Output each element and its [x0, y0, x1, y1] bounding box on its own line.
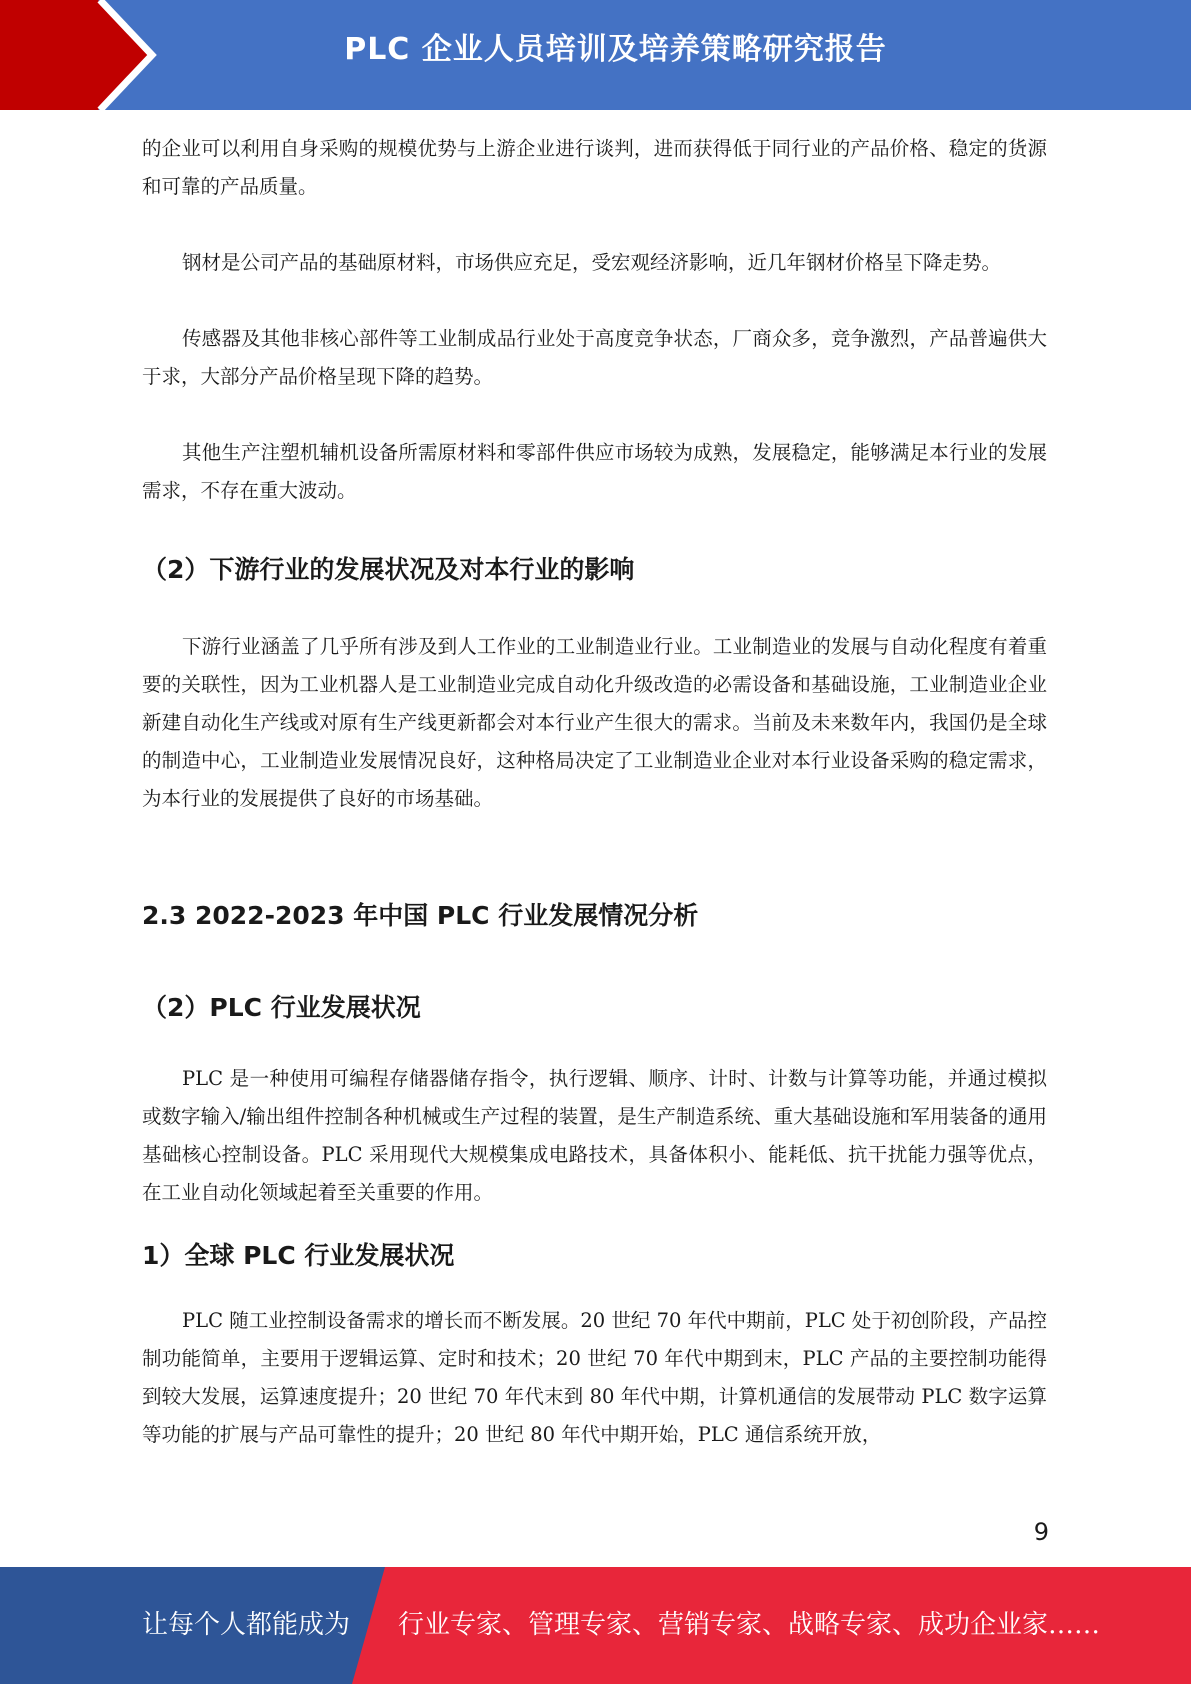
paragraph-upstream-continued: 的企业可以利用自身采购的规模优势与上游企业进行谈判，进而获得低于同行业的产品价格、稳定的货源和可靠的产品质量。	[142, 137, 1047, 198]
heading-plc-development: （2）PLC 行业发展状况	[142, 993, 421, 1022]
paragraph-other-materials: 其他生产注塑机辅机设备所需原材料和零部件供应市场较为成熟，发展稳定，能够满足本行业的发展需求，不存在重大波动。	[142, 441, 1047, 502]
paragraph-global-plc-history: PLC 随工业控制设备需求的增长而不断发展。20 世纪 70 年代中期前，PLC 处于初创阶段，产品控制功能简单，主要用于逻辑运算、定时和技术；20 世纪 70 年代中期到末，PLC 产品的主要控制功能得到较大发展，运算速度提升；20 世纪 70 年代末到 80 年代中期，计算机通信的发展带动 PLC 数字运算等功能的扩展与产品可靠性的提升；20 世纪 80 年代中期开始，PLC 通信系统开放，	[142, 1309, 1047, 1446]
paragraph-downstream: 下游行业涵盖了几乎所有涉及到人工作业的工业制造业行业。工业制造业的发展与自动化程度有着重要的关联性，因为工业机器人是工业制造业完成自动化升级改造的必需设备和基础设施，工业制造业企业新建自动化生产线或对原有生产线更新都会对本行业产生很大的需求。当前及未来数年内，我国仍是全球的制造中心，工业制造业发展情况良好，这种格局决定了工业制造业企业对本行业设备采购的稳定需求，为本行业的发展提供了良好的市场基础。	[142, 635, 1047, 810]
page-footer	[0, 1567, 1191, 1684]
heading-section-2-3: 2.3 2022-2023 年中国 PLC 行业发展情况分析	[142, 901, 699, 930]
page-number: 9	[1033, 1518, 1049, 1546]
heading-global-plc: 1）全球 PLC 行业发展状况	[142, 1241, 455, 1270]
page-header	[0, 0, 1191, 110]
paragraph-plc-definition: PLC 是一种使用可编程存储器储存指令，执行逻辑、顺序、计时、计数与计算等功能，并通过模拟或数字输入/输出组件控制各种机械或生产过程的装置，是生产制造系统、重大基础设施和军用装备的通用基础核心控制设备。PLC 采用现代大规模集成电路技术，具备体积小、能耗低、抗干扰能力强等优点，在工业自动化领域起着至关重要的作用。	[142, 1067, 1047, 1204]
footer-slogan-left: 让每个人都能成为	[142, 1610, 351, 1640]
report-title: PLC 企业人员培训及培养策略研究报告	[344, 32, 887, 67]
footer-slogan-right: 行业专家、管理专家、营销专家、战略专家、成功企业家……	[398, 1610, 1101, 1640]
document-body	[142, 130, 1047, 1454]
paragraph-steel: 钢材是公司产品的基础原材料，市场供应充足，受宏观经济影响，近几年钢材价格呈下降走势。	[182, 251, 1002, 274]
paragraph-sensors: 传感器及其他非核心部件等工业制成品行业处于高度竞争状态，厂商众多，竞争激烈，产品普遍供大于求，大部分产品价格呈现下降的趋势。	[142, 327, 1047, 388]
heading-downstream-industry: （2）下游行业的发展状况及对本行业的影响	[142, 555, 635, 584]
